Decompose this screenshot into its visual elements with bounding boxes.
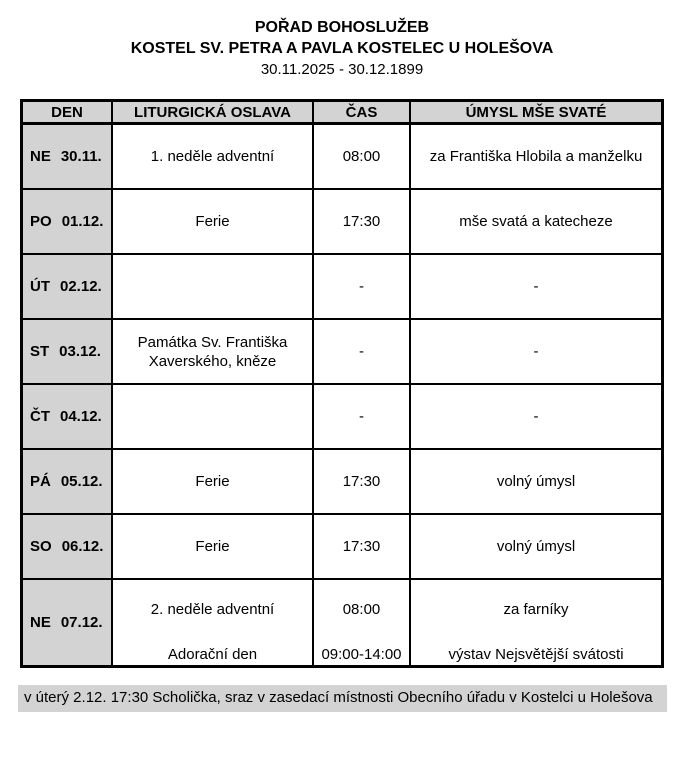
time-sub-text: 09:00-14:00	[321, 646, 402, 663]
column-header-den: DEN	[23, 102, 113, 122]
footer-note: v úterý 2.12. 17:30 Scholička, sraz v zasedací místnosti Obecního úřadu v Kostelci u Holešova	[18, 685, 667, 712]
column-header-liturgicka-oslava: LITURGICKÁ OSLAVA	[113, 102, 314, 122]
celebration-cell	[113, 255, 314, 318]
schedule-table	[20, 99, 664, 668]
day-date: 06.12.	[61, 538, 104, 555]
day-abbreviation: ÚT	[30, 278, 50, 295]
day-cell	[23, 385, 113, 448]
table-row	[23, 515, 661, 580]
time-cell	[314, 125, 411, 188]
day-cell	[23, 125, 113, 188]
table-row	[23, 125, 661, 190]
celebration-text	[113, 385, 312, 448]
column-header-cas: ČAS	[314, 102, 411, 122]
intention-text: volný úmysl	[496, 473, 576, 490]
time-text: 08:00	[342, 600, 381, 618]
intention-cell	[411, 255, 661, 318]
intention-cell	[411, 385, 661, 448]
time-cell	[314, 190, 411, 253]
table-row	[23, 580, 661, 665]
intention-cell	[411, 125, 661, 188]
document-header	[0, 0, 684, 80]
day-abbreviation: ČT	[30, 408, 50, 425]
page-title: POŘAD BOHOSLUŽEB	[254, 19, 430, 36]
celebration-text: Památka Sv. Františka Xaverského, kněze	[137, 333, 288, 370]
table-row	[23, 320, 661, 385]
celebration-cell	[113, 320, 314, 383]
table-header-row	[23, 102, 661, 125]
table-row	[23, 385, 661, 450]
day-date: 01.12.	[61, 213, 104, 230]
day-abbreviation: NE	[30, 148, 51, 165]
time-text: 17:30	[342, 213, 381, 230]
celebration-cell	[113, 515, 314, 578]
intention-cell	[411, 450, 661, 513]
intention-text: -	[533, 343, 539, 360]
intention-cell	[411, 190, 661, 253]
intention-text: za farníky	[503, 600, 569, 618]
intention-text: volný úmysl	[496, 538, 576, 555]
celebration-text: 2. neděle adventní	[150, 600, 275, 618]
day-abbreviation: ST	[30, 343, 50, 360]
day-abbreviation: PO	[30, 213, 52, 230]
day-date: 02.12.	[60, 278, 102, 295]
intention-text: mše svatá a katecheze	[459, 213, 613, 230]
column-header-umysl-mse-svate: ÚMYSL MŠE SVATÉ	[465, 103, 607, 121]
celebration-sub-text: Adorační den	[167, 646, 258, 663]
page-subtitle: KOSTEL SV. PETRA A PAVLA KOSTELEC U HOLEŠOVA	[130, 40, 554, 57]
table-row	[23, 450, 661, 515]
celebration-text: Ferie	[195, 213, 230, 230]
celebration-text: 1. neděle adventní	[150, 148, 275, 165]
celebration-cell	[113, 580, 314, 665]
time-cell	[314, 515, 411, 578]
time-cell	[314, 255, 411, 318]
intention-text: za Františka Hlobila a manželku	[429, 148, 643, 165]
intention-cell	[411, 515, 661, 578]
day-cell	[23, 515, 113, 578]
time-text: 17:30	[342, 473, 381, 490]
time-text: 08:00	[342, 148, 381, 165]
time-text: -	[359, 408, 364, 425]
day-abbreviation: NE	[30, 614, 51, 631]
intention-sub-text: výstav Nejsvětější svátosti	[448, 646, 624, 663]
celebration-cell	[113, 190, 314, 253]
time-cell	[314, 580, 411, 665]
celebration-text: Ferie	[195, 473, 230, 490]
day-cell	[23, 580, 113, 665]
day-date: 05.12.	[60, 473, 103, 490]
intention-cell	[411, 320, 661, 383]
time-text: -	[359, 278, 364, 295]
day-abbreviation: PÁ	[30, 473, 51, 490]
day-date: 07.12.	[60, 614, 103, 631]
day-cell	[23, 450, 113, 513]
date-range: 30.11.2025 - 30.12.1899	[260, 61, 424, 78]
day-abbreviation: SO	[30, 538, 52, 555]
time-cell	[314, 320, 411, 383]
day-date: 30.11.	[60, 148, 102, 165]
celebration-text	[113, 255, 312, 318]
intention-text: -	[533, 408, 539, 425]
table-row	[23, 255, 661, 320]
time-cell	[314, 450, 411, 513]
celebration-text: Ferie	[195, 538, 230, 555]
time-text: -	[359, 343, 364, 360]
celebration-cell	[113, 125, 314, 188]
day-date: 03.12.	[59, 343, 101, 360]
day-cell	[23, 255, 113, 318]
table-row	[23, 190, 661, 255]
time-text: 17:30	[342, 538, 381, 555]
day-date: 04.12.	[60, 408, 102, 425]
time-cell	[314, 385, 411, 448]
day-cell	[23, 320, 113, 383]
day-cell	[23, 190, 113, 253]
intention-text: -	[533, 278, 539, 295]
celebration-cell	[113, 385, 314, 448]
table-body	[23, 125, 661, 665]
celebration-cell	[113, 450, 314, 513]
intention-cell	[411, 580, 661, 665]
